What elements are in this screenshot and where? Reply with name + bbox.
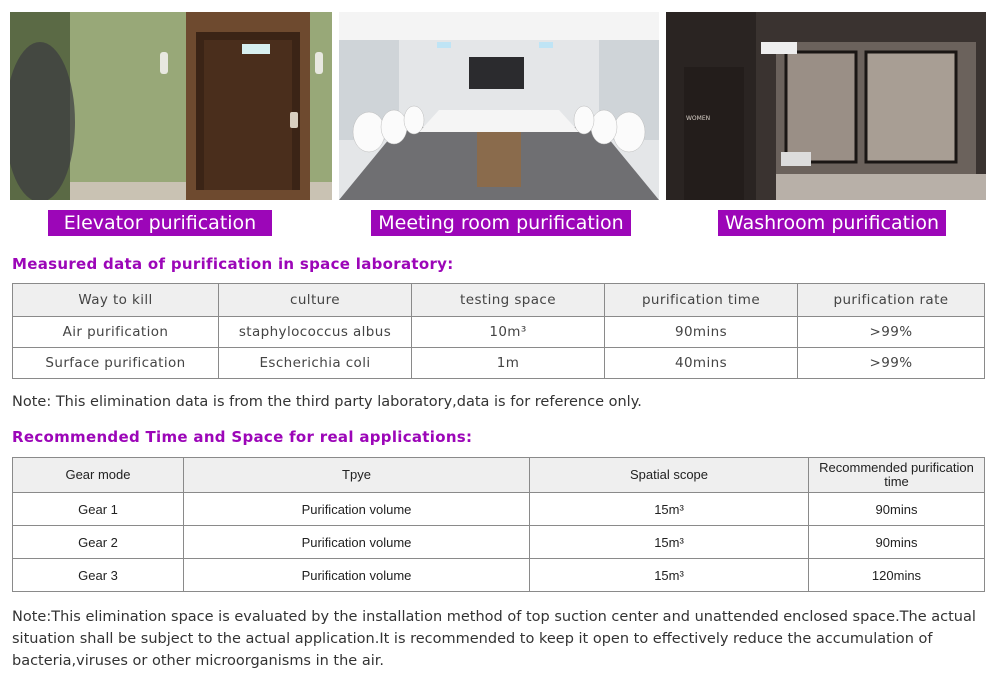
table-cell: 90mins: [809, 493, 985, 526]
laboratory-data-table: [12, 283, 985, 379]
table-cell: Gear 1: [13, 493, 184, 526]
table-row: [13, 493, 985, 526]
table-cell: 90mins: [605, 317, 798, 348]
column-header: Recommended purification time: [809, 458, 985, 493]
application-note: Note:This elimination space is evaluated by the installation method of top suction center and unattended enclosed space.The actual situation shall be subject to the actual application.It is recommended to keep it open to effectively reduce the accumulation of bacteria,viruses or other microorganisms in the air.: [12, 609, 976, 669]
laboratory-note: Note: This elimination data is from the third party laboratory,data is for reference only.: [12, 394, 642, 410]
elevator-caption: Elevator purification: [48, 210, 272, 236]
table-cell: Air purification: [13, 317, 219, 348]
table-cell: 1m: [412, 348, 605, 379]
elevator-photo: [10, 12, 332, 200]
table-cell: Purification volume: [184, 559, 530, 592]
meeting-room-photo: [339, 12, 659, 200]
table-cell: >99%: [798, 317, 985, 348]
table-cell: 40mins: [605, 348, 798, 379]
meeting-room-caption: Meeting room purification: [371, 210, 631, 236]
recommended-table: [12, 457, 985, 592]
table-header-row: [13, 458, 985, 493]
column-header: testing space: [412, 284, 605, 317]
table-cell: Gear 2: [13, 526, 184, 559]
table-cell: 10m³: [412, 317, 605, 348]
table-header-row: [13, 284, 985, 317]
table-row: [13, 526, 985, 559]
table-cell: 15m³: [530, 559, 809, 592]
column-header: purification time: [605, 284, 798, 317]
column-header: Way to kill: [13, 284, 219, 317]
washroom-sign: WOMEN: [686, 115, 711, 122]
column-header: culture: [219, 284, 412, 317]
table-cell: 15m³: [530, 493, 809, 526]
column-header: Spatial scope: [530, 458, 809, 493]
table-cell: Purification volume: [184, 526, 530, 559]
table-cell: 90mins: [809, 526, 985, 559]
table-row: [13, 348, 985, 379]
section-title-laboratory: Measured data of purification in space laboratory:: [12, 255, 454, 273]
section-title-recommended: Recommended Time and Space for real applications:: [12, 428, 473, 446]
table-cell: >99%: [798, 348, 985, 379]
table-cell: 120mins: [809, 559, 985, 592]
table-cell: Surface purification: [13, 348, 219, 379]
table-cell: Escherichia coli: [219, 348, 412, 379]
washroom-photo: [666, 12, 986, 200]
column-header: Gear mode: [13, 458, 184, 493]
table-cell: 15m³: [530, 526, 809, 559]
table-row: [13, 559, 985, 592]
table-cell: Purification volume: [184, 493, 530, 526]
washroom-caption: Washroom purification: [718, 210, 946, 236]
table-cell: Gear 3: [13, 559, 184, 592]
column-header: purification rate: [798, 284, 985, 317]
column-header: Tpye: [184, 458, 530, 493]
table-row: [13, 317, 985, 348]
table-cell: staphylococcus albus: [219, 317, 412, 348]
